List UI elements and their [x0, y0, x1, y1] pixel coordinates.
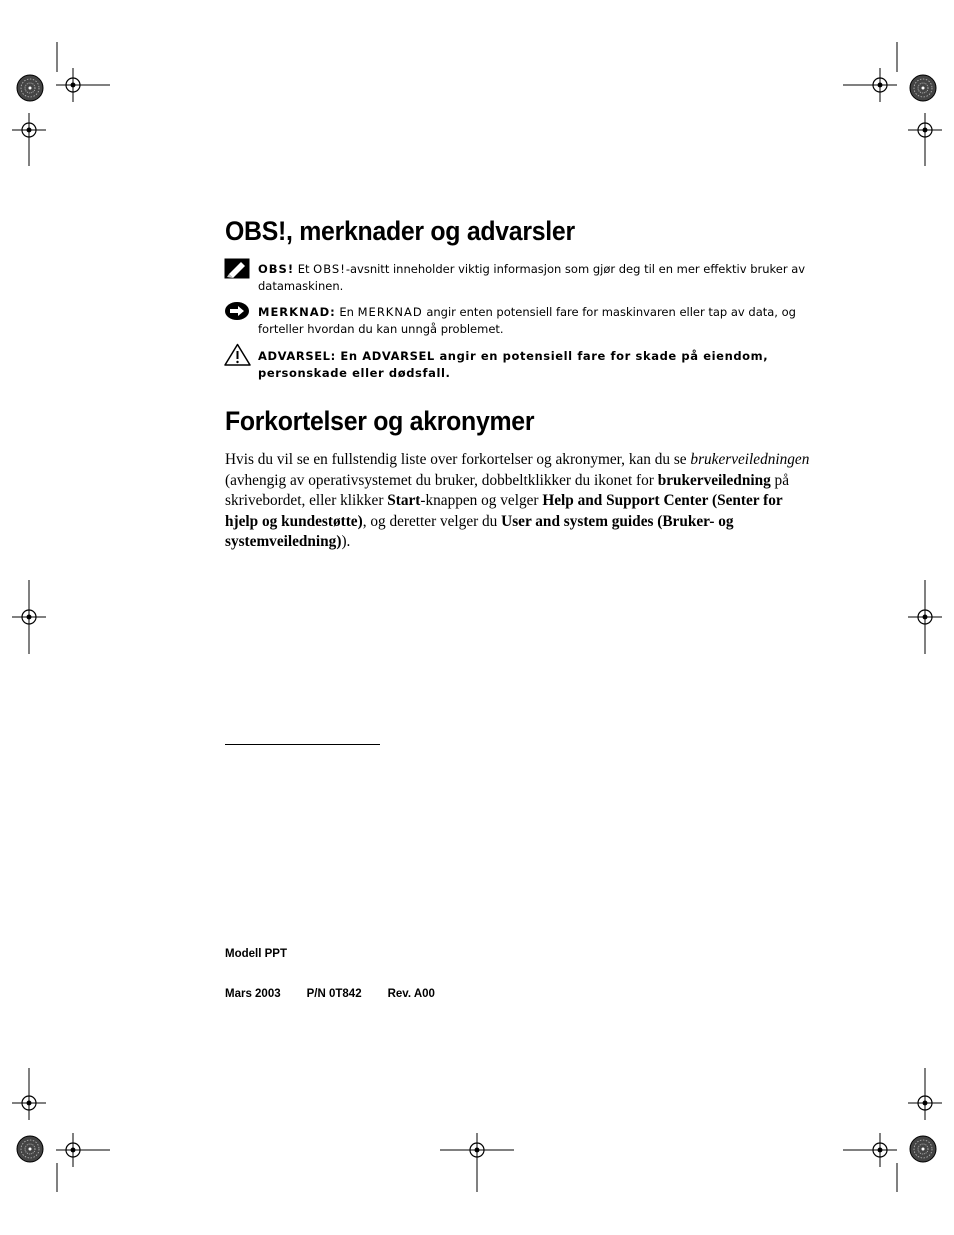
- paragraph-text: , og deretter velger du: [362, 512, 502, 530]
- note-merknad-text: angir enten potensiell fare for maskinvaren eller tap av data, og forteller hvordan du kan unngå problemet.: [258, 305, 796, 336]
- note-advarsel-label: ADVARSEL:: [258, 349, 336, 363]
- paragraph-text: på skrivebordet, eller klikker: [225, 471, 789, 509]
- start-button-name: Start: [387, 492, 421, 509]
- footnote-divider: [225, 744, 380, 745]
- note-obs-text: -avsnitt inneholder viktig informasjon som gjør deg til en mer effektiv bruker av datamaskinen.: [258, 262, 806, 293]
- note-merknad: [258, 304, 818, 338]
- paragraph-text: ).: [341, 533, 351, 550]
- publication-date: Mars 2003: [225, 988, 281, 1000]
- pencil-note-icon: [224, 258, 250, 279]
- note-merknad-keyword: MERKNAD: [357, 305, 423, 319]
- part-number: P/N 0T842: [306, 988, 362, 1000]
- publication-info: [225, 988, 435, 1000]
- heading-abbrev: Forkortelser og akronymer: [225, 406, 535, 436]
- guide-title-italic: brukerveiledningen: [690, 451, 810, 468]
- paragraph-text: -knappen og velger: [420, 492, 543, 509]
- user-guides-name: User and system guides (Bruker- og systemveiledning): [225, 512, 734, 550]
- heading-notices: OBS!, merknader og advarsler: [225, 216, 575, 246]
- note-merknad-lead: En: [335, 305, 358, 319]
- warning-triangle-icon: [224, 343, 251, 366]
- note-obs: [258, 261, 818, 295]
- note-obs-keyword: OBS!: [313, 262, 346, 276]
- note-advarsel-lead: En: [335, 349, 363, 363]
- help-center-name: Help and Support Center (Senter for hjelp og kundestøtte): [225, 492, 783, 530]
- note-obs-label: OBS!: [258, 262, 295, 276]
- note-merknad-label: MERKNAD:: [258, 305, 336, 319]
- note-obs-lead: Et: [294, 262, 314, 276]
- abbrev-paragraph: [225, 450, 810, 553]
- model-number: Modell PPT: [225, 948, 287, 960]
- note-advarsel-keyword: ADVARSEL: [362, 349, 435, 363]
- arrow-notice-icon: [224, 301, 250, 321]
- guide-icon-name: brukerveiledning: [657, 471, 771, 489]
- revision: Rev. A00: [387, 988, 435, 1000]
- paragraph-text: (avhengig av operativsystemet du bruker, dobbeltklikker du ikonet for: [225, 471, 658, 489]
- paragraph-text: Hvis du vil se en fullstendig liste over forkortelser og akronymer, kan du se: [225, 451, 691, 468]
- note-advarsel: [258, 348, 818, 382]
- note-advarsel-text: angir en potensiell fare for skade på eiendom, personskade eller dødsfall.: [258, 349, 769, 380]
